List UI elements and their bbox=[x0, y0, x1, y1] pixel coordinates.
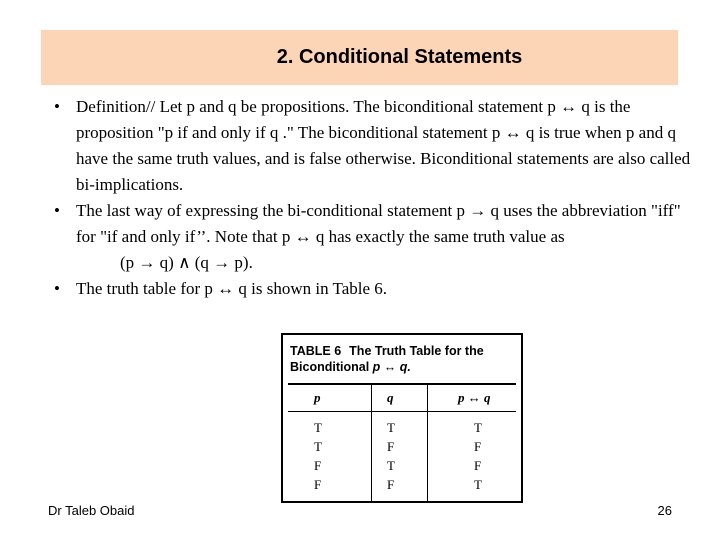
bullet-text: The last way of expressing the bi-conditional statement p → q uses the abbreviation "iff" for "if and only if’’. Note that p ↔ q has exactly the same truth value as bbox=[76, 201, 681, 246]
table-top-rule bbox=[288, 383, 516, 385]
table-cell: T bbox=[387, 458, 395, 473]
column-header-q: q bbox=[387, 390, 394, 405]
slide-title: 2. Conditional Statements bbox=[276, 46, 523, 68]
truth-table-figure bbox=[281, 333, 523, 503]
equivalence-formula: (p → q) ∧ (q → p). bbox=[120, 253, 253, 272]
table-caption-text: The Truth Table for the bbox=[349, 344, 484, 358]
table-header-rule bbox=[288, 411, 516, 412]
column-divider bbox=[427, 383, 428, 501]
table-caption-expression: p ↔ q. bbox=[372, 360, 411, 374]
bullet-text: Definition// Let p and q be propositions. The biconditional statement p ↔ q is the proposition "p if and only if q ." The biconditional statement p ↔ q is true when p and q have the same truth values, and is false otherwise. Biconditional statements are also called bi-implications. bbox=[76, 97, 691, 194]
table-caption-line2: Biconditional bbox=[290, 360, 370, 374]
table-cell: F bbox=[474, 439, 482, 454]
bullet-definition bbox=[54, 94, 694, 198]
table-cell: T bbox=[387, 420, 395, 435]
column-divider bbox=[371, 383, 372, 501]
column-header-p-iff-q: p ↔ q bbox=[458, 390, 491, 405]
bullet-iff bbox=[54, 198, 694, 276]
table-caption-label: TABLE 6 bbox=[290, 344, 342, 358]
bullet-text: The truth table for p ↔ q is shown in Table 6. bbox=[76, 279, 388, 298]
table-cell: F bbox=[474, 458, 482, 473]
footer-author: Dr Taleb Obaid bbox=[48, 503, 135, 518]
table-cell: T bbox=[474, 477, 482, 492]
page-number: 26 bbox=[657, 503, 672, 518]
table-cell: T bbox=[314, 420, 322, 435]
bullet-marker: • bbox=[54, 97, 60, 116]
table-cell: F bbox=[387, 439, 395, 454]
table-cell: T bbox=[314, 439, 322, 454]
table-cell: F bbox=[314, 477, 322, 492]
bullet-truth-table bbox=[54, 276, 694, 302]
title-bar bbox=[41, 30, 678, 85]
slide-body bbox=[54, 94, 694, 302]
column-header-p: p bbox=[314, 390, 321, 405]
table-caption bbox=[290, 343, 484, 375]
bullet-marker: • bbox=[54, 201, 60, 220]
table-cell: F bbox=[387, 477, 395, 492]
table-cell: F bbox=[314, 458, 322, 473]
bullet-marker: • bbox=[54, 279, 60, 298]
table-cell: T bbox=[474, 420, 482, 435]
